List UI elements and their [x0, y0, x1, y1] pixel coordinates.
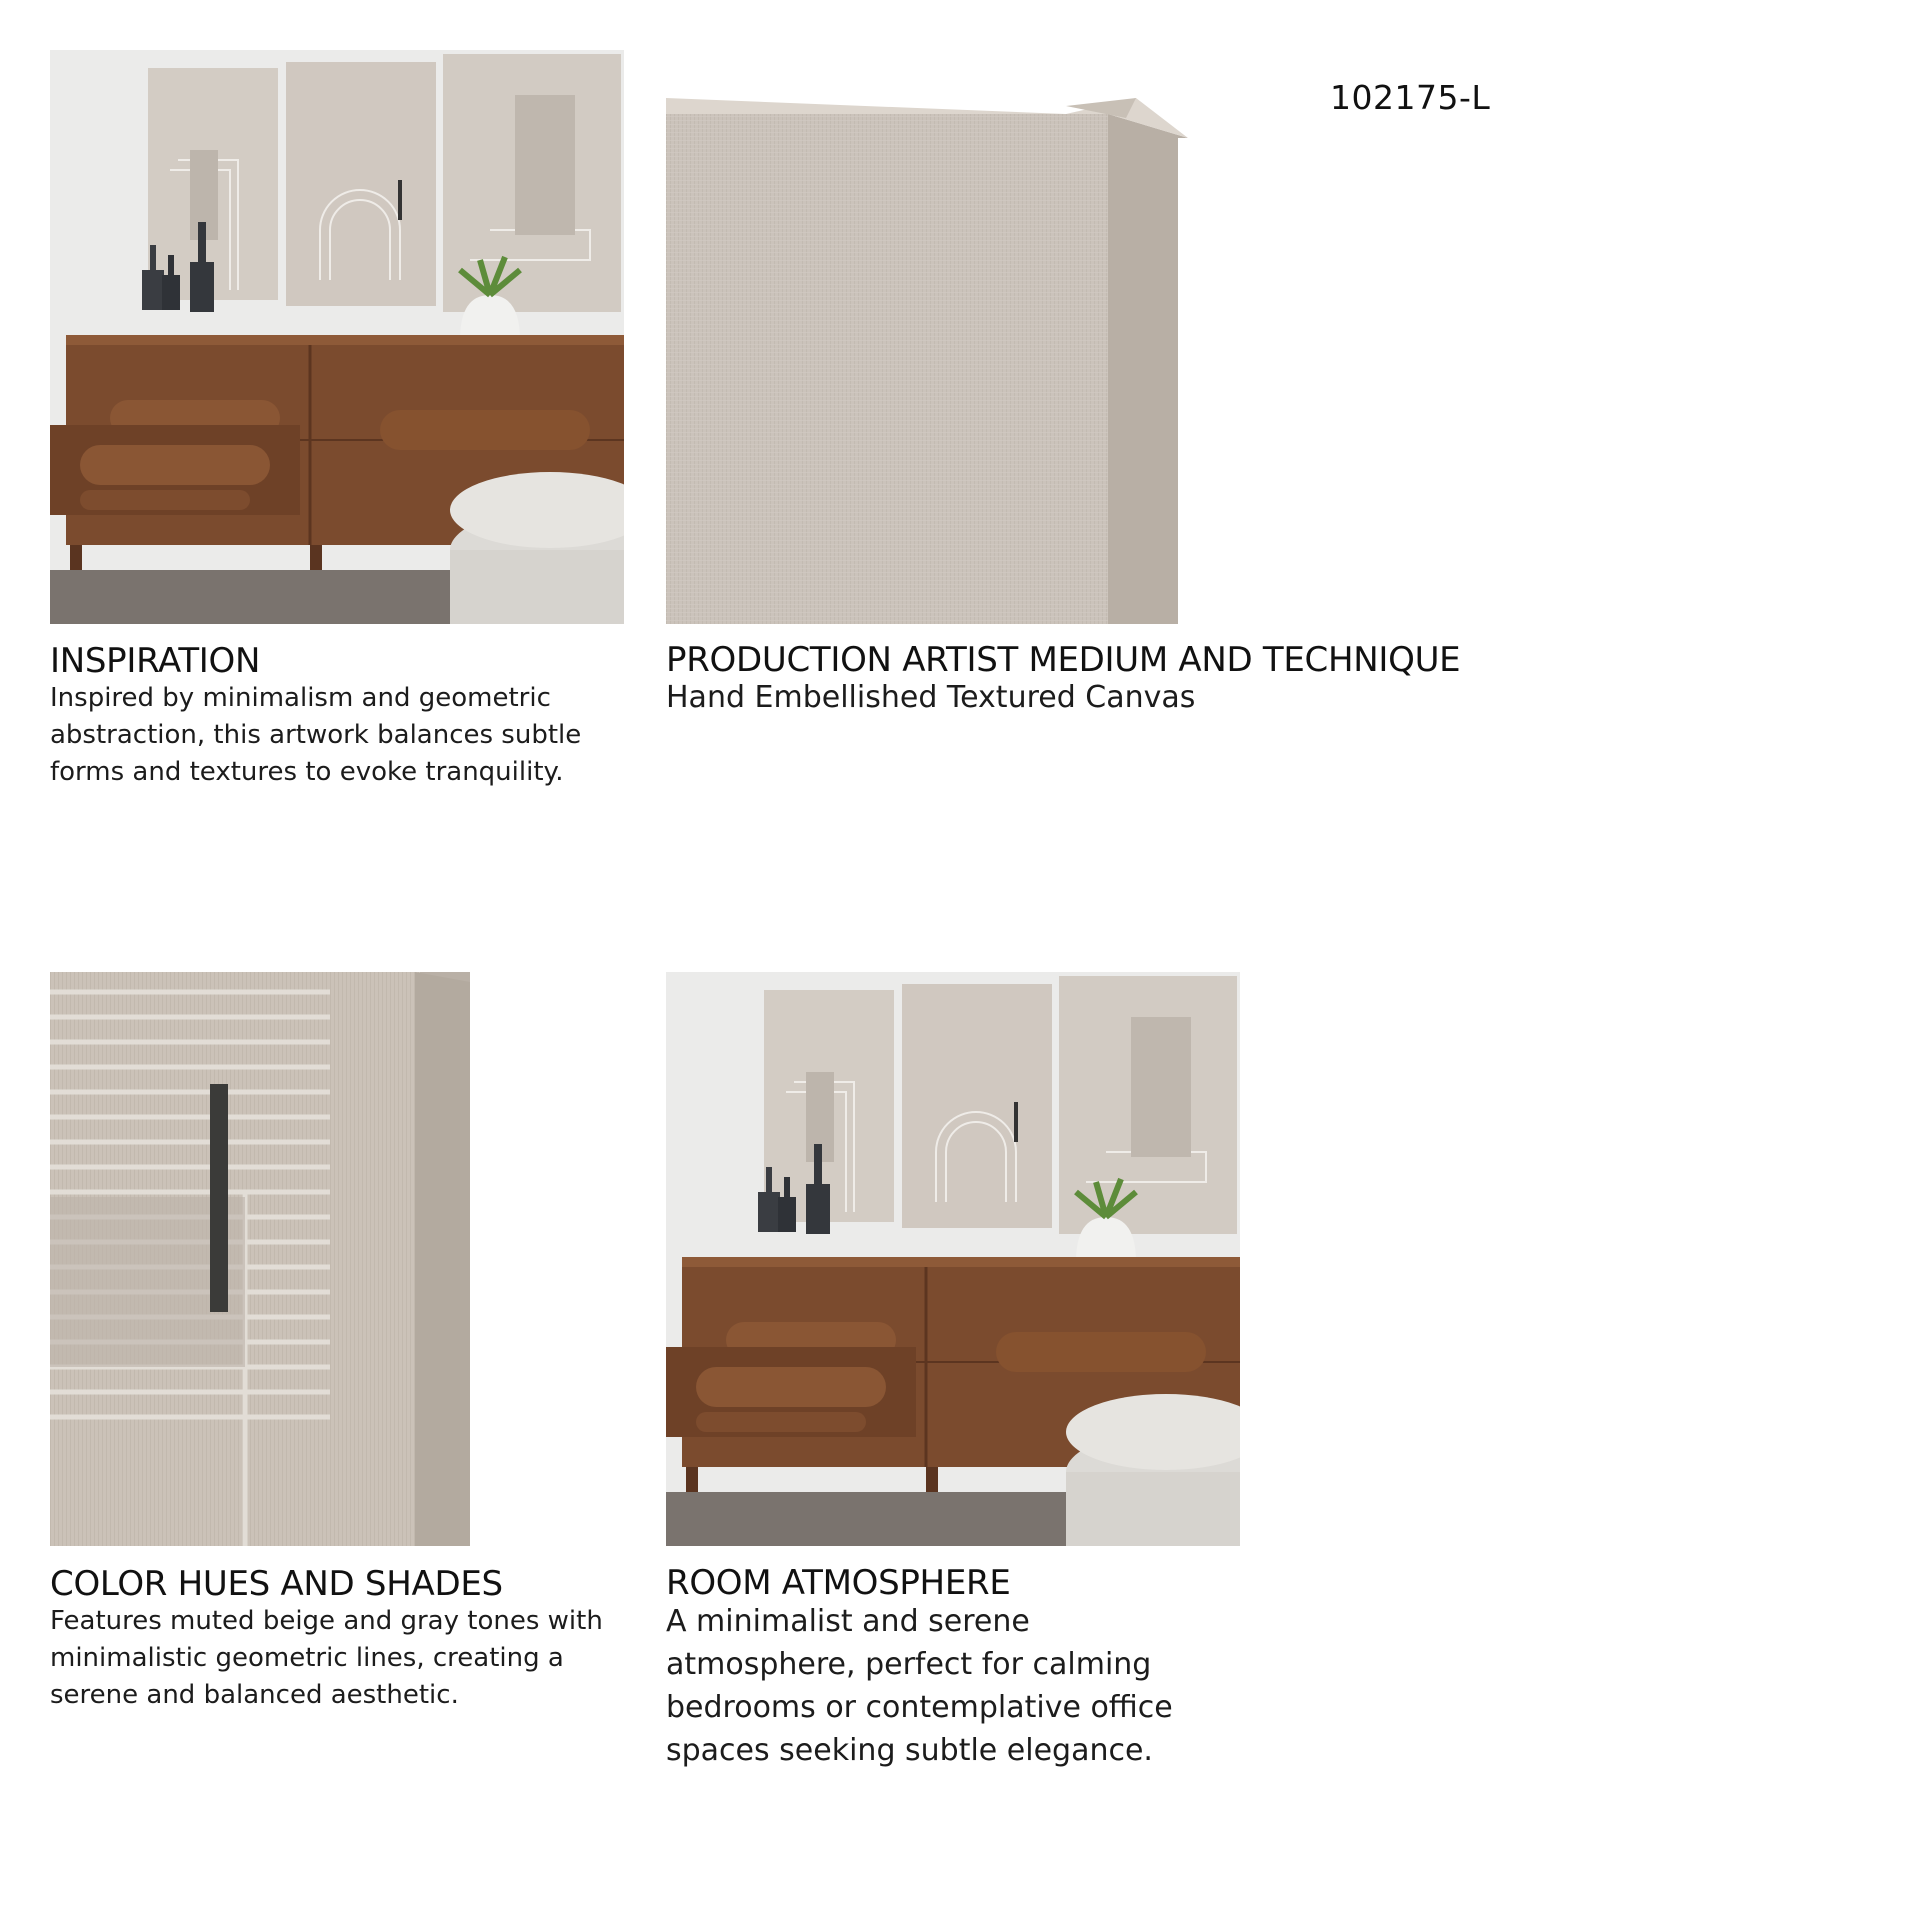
- color-closeup-illustration: [50, 972, 470, 1546]
- room-scene-illustration: [50, 50, 624, 624]
- color-body: Features muted beige and gray tones with minimalistic geometric lines, creating a serene and balanced aesthetic.: [50, 1606, 603, 1710]
- canvas-edge-illustration: [666, 98, 1188, 624]
- room-scene-photo: [50, 50, 624, 624]
- room-atmosphere-illustration: [666, 972, 1240, 1546]
- medium-body: Hand Embellished Textured Canvas: [666, 680, 1196, 715]
- color-closeup-photo: [50, 972, 470, 1546]
- medium-heading: PRODUCTION ARTIST MEDIUM AND TECHNIQUE: [666, 640, 1461, 680]
- atmosphere-body: A minimalist and serene atmosphere, perfect for calming bedrooms or contemplative office spaces seeking subtle elegance.: [666, 1604, 1173, 1768]
- product-code: 102175-L: [1330, 78, 1491, 117]
- inspiration-heading: INSPIRATION: [50, 641, 261, 681]
- color-heading: COLOR HUES AND SHADES: [50, 1564, 503, 1604]
- room-atmosphere-photo: [666, 972, 1240, 1546]
- canvas-edge-closeup-photo: [666, 98, 1188, 624]
- inspiration-body: Inspired by minimalism and geometric abstraction, this artwork balances subtle forms and textures to evoke tranquility.: [50, 683, 582, 787]
- atmosphere-heading: ROOM ATMOSPHERE: [666, 1563, 1011, 1603]
